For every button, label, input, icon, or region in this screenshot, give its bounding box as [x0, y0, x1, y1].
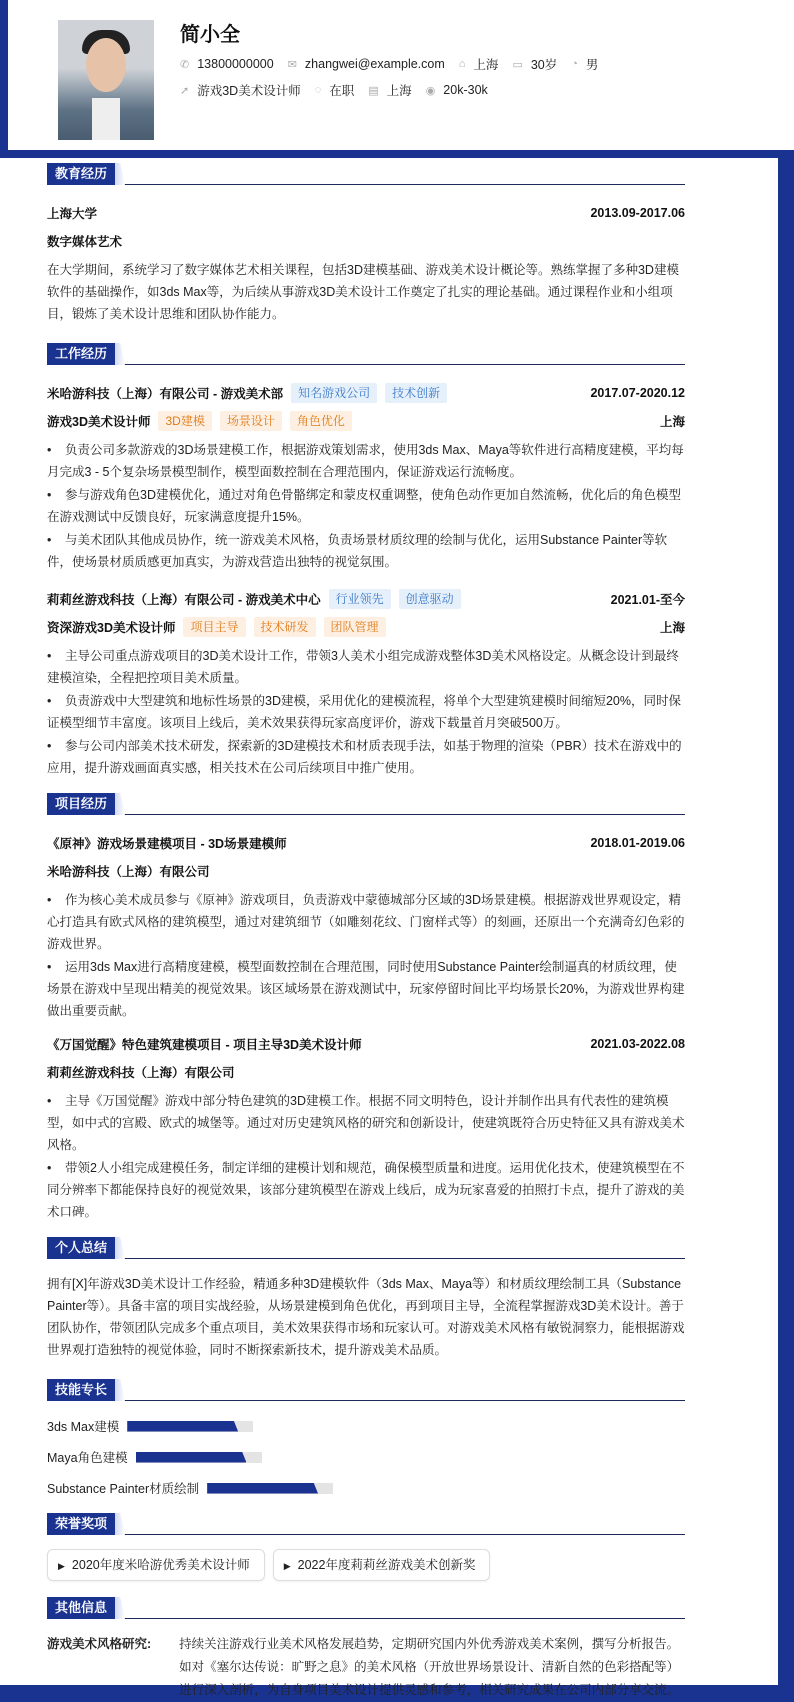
- award-badge: [273, 1549, 491, 1581]
- resume-body: [0, 158, 778, 1697]
- bullet-text: 负责公司多款游戏的3D场景建模工作，根据游戏策划需求，使用3ds Max、Maya等软件进行高精度建模，平均每月完成3 - 5个复杂场景模型制作，模型面数控制在合理范围内，保证游戏运行流畅度。: [47, 443, 684, 479]
- avatar-photo: [58, 20, 154, 140]
- project-company: 莉莉丝游戏科技（上海）有限公司: [47, 1066, 235, 1080]
- phone-icon: ✆: [180, 58, 190, 71]
- bullet-item: [47, 439, 685, 483]
- building-icon: ▤: [368, 84, 379, 97]
- bullet-dot: •: [47, 893, 52, 907]
- project-title: 《原神》游戏场景建模项目 - 3D场景建模师: [47, 837, 287, 851]
- project-title-row: [47, 1030, 685, 1058]
- bullet-item: [47, 690, 685, 734]
- bullet-text: 带领2人小组完成建模任务，制定详细的建模计划和规范，确保模型质量和进度。运用优化技术，使建筑模型在不同分辨率下都能保持良好的视觉效果，该部分建筑模型在游戏上线后，成为玩家喜爱的拍照打卡点，提升了游戏的美术口碑。: [47, 1161, 685, 1219]
- skill-item: [47, 1415, 372, 1437]
- work-bullets: [47, 439, 685, 573]
- other-item: [47, 1633, 685, 1702]
- bullet-text: 主导《万国觉醒》游戏中部分特色建筑的3D建模工作。根据不同文明特色，设计并制作出具有代表性的建筑模型，如中式的宫殿、欧式的城堡等。通过对历史建筑风格的研究和创新设计，使建筑既符合历史特征又具有游戏美术风格。: [47, 1094, 685, 1152]
- project-company-row: [47, 1058, 685, 1086]
- role-tag: 团队管理: [324, 617, 386, 637]
- project-bullets: [47, 889, 685, 1022]
- status-icon: ◌: [314, 84, 322, 96]
- skill-name: 3ds Max建模: [47, 1420, 120, 1434]
- status: 在职: [329, 84, 355, 98]
- bullet-dot: •: [47, 1094, 52, 1108]
- project-date: 2021.03-2022.08: [590, 1037, 685, 1051]
- project-entry: [47, 1030, 685, 1223]
- company-tag: 技术创新: [385, 383, 447, 403]
- bullet-dot: •: [47, 443, 52, 457]
- project-title-row: [47, 829, 685, 857]
- major: 数字媒体艺术: [47, 235, 123, 249]
- home-icon: ⌂: [458, 58, 466, 70]
- company-tag: 创意驱动: [399, 589, 461, 609]
- work-entry: [47, 585, 685, 779]
- work-date: 2021.01-至今: [610, 593, 685, 607]
- bullet-text: 参与公司内部美术技术研发，探索新的3D建模技术和材质表现手法，如基于物理的渲染（PBR）技术在游戏中的应用，提升游戏画面真实感，相关技术在公司后续项目中推广使用。: [47, 739, 682, 775]
- company-name: 米哈游科技（上海）有限公司 - 游戏美术部: [47, 387, 284, 401]
- role-name: 资深游戏3D美术设计师: [47, 621, 176, 635]
- position: 游戏3D美术设计师: [197, 84, 301, 98]
- role-tag: 项目主导: [183, 617, 245, 637]
- cake-icon: ▭: [512, 58, 523, 71]
- company-tag: 知名游戏公司: [291, 383, 377, 403]
- project-bullets: [47, 1090, 685, 1223]
- skill-bar-fill: [136, 1452, 247, 1463]
- role-name: 游戏3D美术设计师: [47, 415, 151, 429]
- skill-bar: [127, 1421, 253, 1432]
- bullet-dot: •: [47, 739, 52, 753]
- other-text: 持续关注游戏行业美术风格发展趋势，定期研究国内外优秀游戏美术案例，撰写分析报告。如对《塞尔达传说：旷野之息》的美术风格（开放世界场景设计、清新自然的色彩搭配等）进行深入剖析，为自身项目美术设计提供灵感和参考，相关研究成果在公司内部分享交流。: [179, 1637, 680, 1697]
- email: zhangwei@example.com: [304, 57, 445, 71]
- age: 30岁: [530, 58, 558, 72]
- bullet-text: 主导公司重点游戏项目的3D美术设计工作，带领3人美术小组完成游戏整体3D美术风格设定。从概念设计到最终建模渲染，全程把控项目美术质量。: [47, 649, 679, 685]
- bullet-item: [47, 735, 685, 779]
- work-city: 上海: [659, 415, 685, 429]
- project-title: 《万国觉醒》特色建筑建模项目 - 项目主导3D美术设计师: [47, 1038, 362, 1052]
- work-date: 2017.07-2020.12: [590, 386, 685, 400]
- skill-name: Substance Painter材质绘制: [47, 1482, 200, 1496]
- skill-item: [47, 1446, 372, 1468]
- project-date: 2018.01-2019.06: [590, 836, 685, 850]
- role-tag: 角色优化: [290, 411, 352, 431]
- other-label: 游戏美术风格研究:: [47, 1637, 152, 1651]
- bullet-list: [47, 439, 685, 573]
- section-work: 工作经历: [47, 343, 685, 365]
- role-cell: [47, 411, 352, 431]
- salary: 20k-30k: [443, 83, 488, 97]
- salary-icon: ◉: [425, 84, 436, 97]
- bullet-item: [47, 1157, 685, 1223]
- bullet-text: 与美术团队其他成员协作，统一游戏美术风格，负责场景材质纹理的绘制与优化，运用Substance Painter等软件，使场景材质质感更加真实，为游戏营造出独特的视觉氛围。: [47, 533, 668, 569]
- role-row: [47, 407, 685, 435]
- bullet-dot: •: [47, 488, 52, 502]
- edu-desc: 在大学期间，系统学习了数字媒体艺术相关课程，包括3D建模基础、游戏美术设计概论等。熟练掌握了多种3D建模软件的基础操作，如3ds Max等，为后续从事游戏3D美术设计工作奠定了扎实的理论基础。通过课程作业和小组项目，锻炼了美术设计思维和团队协作能力。: [47, 263, 679, 321]
- skill-bar: [207, 1483, 333, 1494]
- bullet-text: 运用3ds Max进行高精度建模，模型面数控制在合理范围，同时使用Substance Painter绘制逼真的材质纹理，使场景在游戏中呈现出精美的视觉效果。该区域场景在游戏测试中，玩家停留时间比平均场景长20%，为游戏世界构建做出重要贡献。: [47, 960, 685, 1018]
- role-cell: [47, 617, 386, 637]
- company-name: 莉莉丝游戏科技（上海）有限公司 - 游戏美术中心: [47, 593, 321, 607]
- award-badge: [47, 1549, 265, 1581]
- project-company: 米哈游科技（上海）有限公司: [47, 865, 210, 879]
- bullet-text: 作为核心美术成员参与《原神》游戏项目，负责游戏中蒙德城部分区域的3D场景建模。根据游戏世界观设定，精心打造具有欧式风格的建筑模型，通过对建筑细节（如雕刻花纹、门窗样式等）的刻画，还原出一个充满奇幻色彩的游戏世界。: [47, 893, 685, 951]
- award-text: 2020年度米哈游优秀美术设计师: [71, 1558, 250, 1572]
- company-row: [47, 379, 685, 407]
- job-intent-row: [180, 81, 502, 99]
- company-tag: 行业领先: [329, 589, 391, 609]
- role-tag: 3D建模: [158, 411, 211, 431]
- project-entry: [47, 829, 685, 1022]
- work-bullets: [47, 645, 685, 779]
- section-awards: 荣誉奖项: [47, 1513, 685, 1535]
- skill-name: Maya角色建模: [47, 1451, 128, 1465]
- skill-item: [47, 1477, 372, 1499]
- summary-text: 拥有[X]年游戏3D美术设计工作经验，精通多种3D建模软件（3ds Max、Maya等）和材质纹理绘制工具（Substance Painter等）。具备丰富的项目实战经验，从场景建模到角色优化，再到项目主导，全流程掌握游戏3D美术设计。善于团队协作，带领团队完成多个重点项目，美术效果获得市场和玩家认可。对游戏美术风格有敏锐洞察力，能根据游戏世界观打造独特的视觉体验，同时不断探索新技术，提升游戏美术品质。: [47, 1277, 685, 1357]
- role-row: [47, 613, 685, 641]
- bullet-dot: •: [47, 960, 52, 974]
- section-summary: 个人总结: [47, 1237, 685, 1259]
- bullet-text: 负责游戏中大型建筑和地标性场景的3D建模，采用优化的建模流程，将单个大型建筑建模时间缩短20%，同时保证模型细节丰富度。该项目上线后，美术效果获得玩家高度评价，游戏下载量首月突破500万。: [47, 694, 681, 730]
- section-projects: 项目经历: [47, 793, 685, 815]
- section-skills: 技能专长: [47, 1379, 685, 1401]
- work-entry: [47, 379, 685, 573]
- target-city: 上海: [386, 84, 412, 98]
- role-tag: 技术研发: [254, 617, 316, 637]
- gender-icon: ◔: [571, 58, 578, 70]
- skill-bar-fill: [207, 1483, 318, 1494]
- resume-header: [8, 0, 794, 150]
- section-education: 教育经历: [47, 163, 685, 185]
- bullet-item: [47, 956, 685, 1022]
- candidate-name: 简小全: [180, 24, 240, 46]
- award-text: 2022年度莉莉丝游戏美术创新奖: [297, 1558, 476, 1572]
- role-tag: 场景设计: [220, 411, 282, 431]
- section-other: 其他信息: [47, 1597, 685, 1619]
- project-company-row: [47, 857, 685, 885]
- phone: 13800000000: [197, 57, 274, 71]
- gender: 男: [585, 58, 599, 72]
- mail-icon: ✉: [287, 58, 297, 71]
- bullet-dot: •: [47, 694, 52, 708]
- edu-date: 2013.09-2017.06: [590, 206, 685, 220]
- bullet-item: [47, 1090, 685, 1156]
- triangle-icon: ▶: [58, 1561, 65, 1571]
- skill-bar-fill: [127, 1421, 238, 1432]
- bullet-list: [47, 1090, 685, 1223]
- school: 上海大学: [47, 207, 98, 221]
- bullet-item: [47, 889, 685, 955]
- bullet-item: [47, 645, 685, 689]
- contact-row: [180, 55, 612, 73]
- bullet-item: [47, 529, 685, 573]
- bullet-item: [47, 484, 685, 528]
- triangle-icon: ▶: [283, 1561, 291, 1571]
- city: 上海: [473, 58, 499, 72]
- bullet-dot: •: [47, 533, 52, 547]
- bullet-dot: •: [47, 649, 52, 663]
- work-city: 上海: [659, 621, 685, 635]
- bullet-text: 参与游戏角色3D建模优化，通过对角色骨骼绑定和蒙皮权重调整，使角色动作更加自然流畅，优化后的角色模型在游戏测试中反馈良好，玩家满意度提升15%。: [47, 488, 681, 524]
- send-icon: ➚: [180, 84, 190, 97]
- company-cell: [47, 589, 461, 609]
- bullet-list: [47, 889, 685, 1022]
- bullet-list: [47, 645, 685, 779]
- company-cell: [47, 383, 447, 403]
- skill-bar: [136, 1452, 262, 1463]
- company-row: [47, 585, 685, 613]
- bullet-dot: •: [47, 1161, 52, 1175]
